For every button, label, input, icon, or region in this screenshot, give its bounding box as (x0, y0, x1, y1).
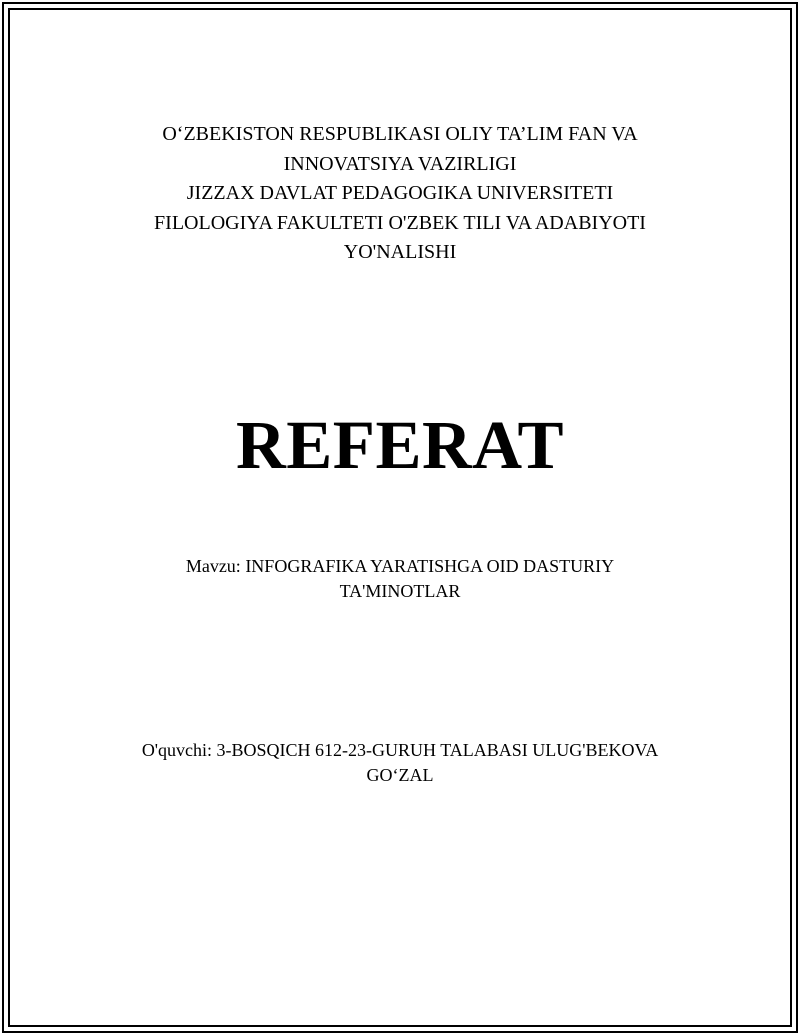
student-section (60, 738, 740, 788)
header-line: FILOLOGIYA FAKULTETI O'ZBEK TILI VA ADABIYOTI (154, 211, 646, 234)
topic-line: TA'MINOTLAR (339, 581, 461, 601)
topic-line: Mavzu: INFOGRAFIKA YARATISHGA OID DASTURIY (185, 556, 615, 576)
topic-section (60, 554, 740, 604)
header-line: YO'NALISHI (343, 241, 457, 263)
header-line: INNOVATSIYA VAZIRLIGI (283, 152, 517, 175)
student-line: GO‘ZAL (366, 765, 434, 785)
student-line: O'quvchi: 3-BOSQICH 612-23-GURUH TALABASI ULUG'BEKOVA (141, 740, 659, 760)
document-title: REFERAT (235, 407, 565, 483)
institution-header (60, 120, 740, 268)
header-line: O‘ZBEKISTON RESPUBLIKASI OLIY TA’LIM FAN VA (162, 123, 638, 145)
header-line: JIZZAX DAVLAT PEDAGOGIKA UNIVERSITETI (186, 182, 614, 204)
